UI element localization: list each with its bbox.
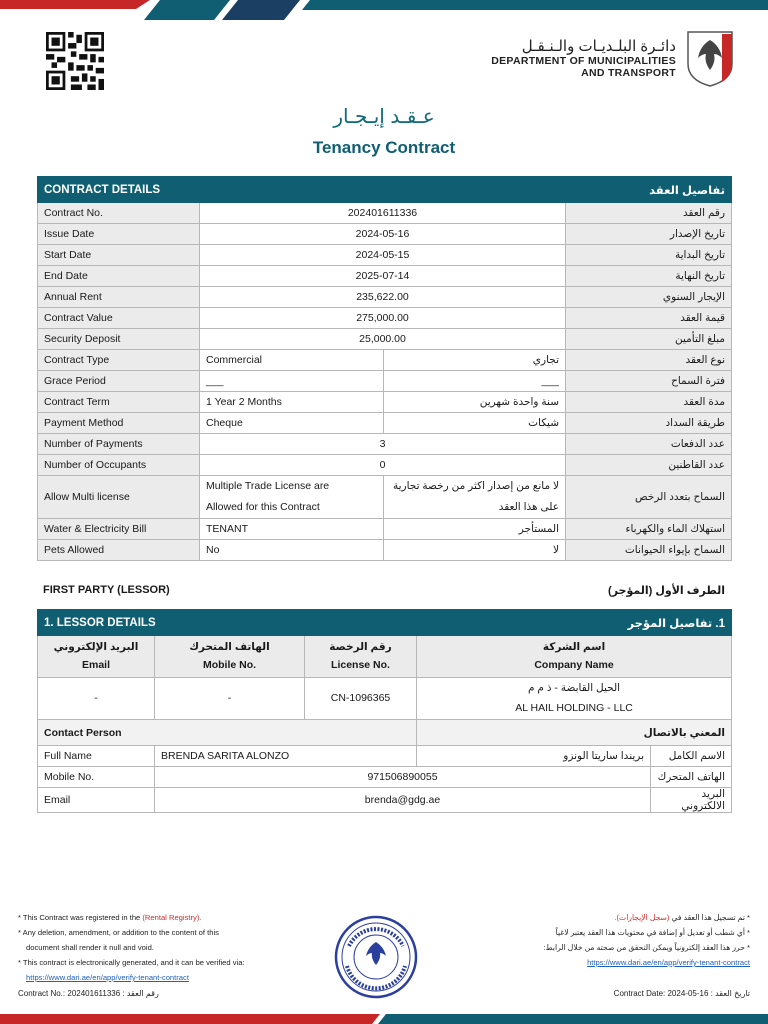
value-en: ___ <box>200 371 384 392</box>
value: 3 <box>200 434 566 455</box>
contact-person-ar: المعني بالاتصال <box>417 720 732 746</box>
label-en: Grace Period <box>38 371 200 392</box>
contract-details-header <box>38 177 732 203</box>
label-en: Contract Type <box>38 350 200 371</box>
lessor-company <box>417 678 732 720</box>
value: 235,622.00 <box>200 287 566 308</box>
row-end-date <box>38 266 732 287</box>
label-ar: طريقة السداد <box>566 413 732 434</box>
note-registered <box>18 910 308 925</box>
contact-mobile: 971506890055 <box>155 767 651 788</box>
value-en: TENANT <box>200 519 384 540</box>
footer-notes-en <box>18 910 308 985</box>
verify-link-ar[interactable]: https://www.dari.ae/en/app/verify-tenant-contract <box>587 958 750 967</box>
row-payment-method <box>38 413 732 434</box>
value: 2024-05-15 <box>200 245 566 266</box>
value-ar-line-1: لا مانع من إصدار اكثر من رخصة تجارية <box>392 480 559 492</box>
label-en: Payment Method <box>38 413 200 434</box>
lessor-values-row <box>38 678 732 720</box>
label-ar: عدد القاطنين <box>566 455 732 476</box>
mobile-label: Mobile No. <box>38 767 155 788</box>
lessor-details-section <box>37 609 731 813</box>
label-ar: استهلاك الماء والكهرباء <box>566 519 732 540</box>
full-name-ar: بريندا ساريتا الونزو <box>417 746 651 767</box>
value-ar: سنة واحدة شهرين <box>384 392 566 413</box>
label-ar: مدة العقد <box>566 392 732 413</box>
mobile-label-ar: الهاتف المتحرك <box>651 767 732 788</box>
label-ar: السماح بتعدد الرخص <box>566 476 732 519</box>
value-ar <box>384 476 566 519</box>
value-en-line-2: Allowed for this Contract <box>206 501 320 513</box>
label-ar: الإيجار السنوي <box>566 287 732 308</box>
value-ar: المستأجر <box>384 519 566 540</box>
email-label-ar: البريد الالكتروني <box>651 788 732 813</box>
value: 2025-07-14 <box>200 266 566 287</box>
first-party-ar: الطرف الأول (المؤجر) <box>608 585 725 597</box>
label-en: Number of Occupants <box>38 455 200 476</box>
bottom-decorative-bar <box>0 1010 768 1024</box>
footer-contract-no <box>18 989 159 998</box>
department-name-en-2: AND TRANSPORT <box>581 67 676 80</box>
lessor-details-header <box>38 610 732 636</box>
footer-notes-ar <box>480 910 750 970</box>
value: 25,000.00 <box>200 329 566 350</box>
contract-no-label-ar: : رقم العقد <box>122 989 159 998</box>
value: 275,000.00 <box>200 308 566 329</box>
contract-date-value: 2024-05-16 <box>667 989 709 998</box>
col-license <box>305 636 417 678</box>
label-en: Annual Rent <box>38 287 200 308</box>
department-name <box>491 38 676 79</box>
col-email-ar: البريد الإلكتروني <box>53 640 139 653</box>
row-issue-date <box>38 224 732 245</box>
row-start-date <box>38 245 732 266</box>
contract-no-label: Contract No.: <box>18 989 66 998</box>
title-ar: عـقـد إيـجـار <box>333 106 435 128</box>
row-number-of-payments <box>38 434 732 455</box>
label-ar: عدد الدفعات <box>566 434 732 455</box>
department-name-ar: دائـرة البلـديـات والـنـقـل <box>521 38 676 55</box>
email-label: Email <box>38 788 155 813</box>
label-en: Water & Electricity Bill <box>38 519 200 540</box>
full-name-label: Full Name <box>38 746 155 767</box>
official-stamp-icon <box>333 914 419 1000</box>
label-ar: نوع العقد <box>566 350 732 371</box>
falcon-emblem-icon <box>682 30 738 88</box>
col-email <box>38 636 155 678</box>
value-en-line-1: Multiple Trade License are <box>206 480 330 492</box>
note-registered-ar-text: * تم تسجيل هذا العقد في <box>669 913 750 922</box>
note-registered-ar <box>480 910 750 925</box>
department-name-en-1: DEPARTMENT OF MUNICIPALITIES <box>491 55 676 68</box>
full-name-label-ar: الاسم الكامل <box>651 746 732 767</box>
row-security-deposit <box>38 329 732 350</box>
label-ar: تاريخ النهاية <box>566 266 732 287</box>
col-mobile <box>155 636 305 678</box>
row-allow-multi-license <box>38 476 732 519</box>
col-mobile-en: Mobile No. <box>202 658 257 671</box>
title-en: Tenancy Contract <box>312 138 456 157</box>
lessor-column-headers <box>38 636 732 678</box>
label-ar: قيمة العقد <box>566 308 732 329</box>
row-annual-rent <box>38 287 732 308</box>
label-ar: السماح بإيواء الحيوانات <box>566 540 732 561</box>
row-water-electricity <box>38 519 732 540</box>
rental-registry-text: (Rental Registry). <box>142 913 202 922</box>
note-deletion-ar: * أي شطب أو تعديل أو إضافة في محتويات هذا العقد يعتبر لاغياً <box>555 928 750 937</box>
lessor-company-en: AL HAIL HOLDING - LLC <box>515 701 633 714</box>
first-party-en: FIRST PARTY (LESSOR) <box>43 584 170 596</box>
lessor-license: CN-1096365 <box>305 678 417 720</box>
col-company-ar: اسم الشركة <box>542 640 606 653</box>
label-ar: تاريخ الإصدار <box>566 224 732 245</box>
full-name-en: BRENDA SARITA ALONZO <box>155 746 417 767</box>
contact-person-header <box>38 720 732 746</box>
contract-details-title-ar: تفاصيل العقد <box>384 177 732 203</box>
row-contract-term <box>38 392 732 413</box>
lessor-company-ar: الحيل القابضة - ذ م م <box>528 681 621 694</box>
contact-email-row <box>38 788 732 813</box>
rental-registry-ar: (سجل الإيجارات). <box>614 913 670 922</box>
value-ar: لا <box>384 540 566 561</box>
label-en: Security Deposit <box>38 329 200 350</box>
label-en: Contract Term <box>38 392 200 413</box>
contract-date-label: Contract Date: <box>613 989 666 998</box>
label-ar: تاريخ البداية <box>566 245 732 266</box>
col-license-ar: رقم الرخصة <box>329 640 392 653</box>
lessor-email: - <box>38 678 155 720</box>
row-contract-no <box>38 203 732 224</box>
value-ar: ___ <box>384 371 566 392</box>
lessor-details-title-en: 1. LESSOR DETAILS <box>38 610 417 636</box>
value-ar-line-2: على هذا العقد <box>498 501 559 513</box>
contact-email: brenda@gdg.ae <box>155 788 651 813</box>
contact-person-en: Contact Person <box>38 720 417 746</box>
note-deletion-1: * Any deletion, amendment, or addition to the content of this <box>18 928 219 937</box>
label-en: Issue Date <box>38 224 200 245</box>
label-en: Contract Value <box>38 308 200 329</box>
contact-full-name-row <box>38 746 732 767</box>
value: 0 <box>200 455 566 476</box>
contact-mobile-row <box>38 767 732 788</box>
value-en: No <box>200 540 384 561</box>
contract-date-label-ar: : تاريخ العقد <box>710 989 750 998</box>
contract-details-title-en: CONTRACT DETAILS <box>38 177 384 203</box>
qr-code[interactable] <box>45 32 105 90</box>
value-ar: تجاري <box>384 350 566 371</box>
value-ar: شيكات <box>384 413 566 434</box>
value-en: 1 Year 2 Months <box>200 392 384 413</box>
lessor-mobile: - <box>155 678 305 720</box>
value: 202401611336 <box>200 203 566 224</box>
col-email-en: Email <box>81 658 110 671</box>
label-en: Contract No. <box>38 203 200 224</box>
value-en <box>200 476 384 519</box>
col-mobile-ar: الهاتف المتحرك <box>189 640 270 653</box>
col-company-en: Company Name <box>534 658 614 671</box>
label-en: Start Date <box>38 245 200 266</box>
note-registered-text: * This Contract was registered in the <box>18 913 143 922</box>
label-ar: رقم العقد <box>566 203 732 224</box>
row-contract-value <box>38 308 732 329</box>
label-en: Pets Allowed <box>38 540 200 561</box>
row-grace-period <box>38 371 732 392</box>
verify-link-en[interactable]: https://www.dari.ae/en/app/verify-tenant-contract <box>26 973 189 982</box>
label-en: Allow Multi license <box>38 476 200 519</box>
row-contract-type <box>38 350 732 371</box>
row-number-of-occupants <box>38 455 732 476</box>
value-en: Commercial <box>200 350 384 371</box>
footer-contract-date <box>614 989 750 998</box>
value: 2024-05-16 <box>200 224 566 245</box>
label-en: Number of Payments <box>38 434 200 455</box>
label-en: End Date <box>38 266 200 287</box>
note-electronic-ar: * حرر هذا العقد إلكترونياً ويمكن التحقق من صحته من خلال الرابط: <box>543 943 750 952</box>
col-company <box>417 636 732 678</box>
note-deletion-2: document shall render it null and void. <box>26 943 154 952</box>
col-license-en: License No. <box>331 658 390 671</box>
contract-details-section <box>37 176 731 561</box>
label-ar: فترة السماح <box>566 371 732 392</box>
label-ar: مبلغ التأمين <box>566 329 732 350</box>
top-decorative-bar <box>0 0 768 20</box>
note-electronic: * This contract is electronically generated, and it can be verified via: <box>18 958 245 967</box>
row-pets-allowed <box>38 540 732 561</box>
lessor-details-title-ar: 1. تفاصيل المؤجر <box>417 610 732 636</box>
contract-no-value: 202401611336 <box>67 989 121 998</box>
value-en: Cheque <box>200 413 384 434</box>
